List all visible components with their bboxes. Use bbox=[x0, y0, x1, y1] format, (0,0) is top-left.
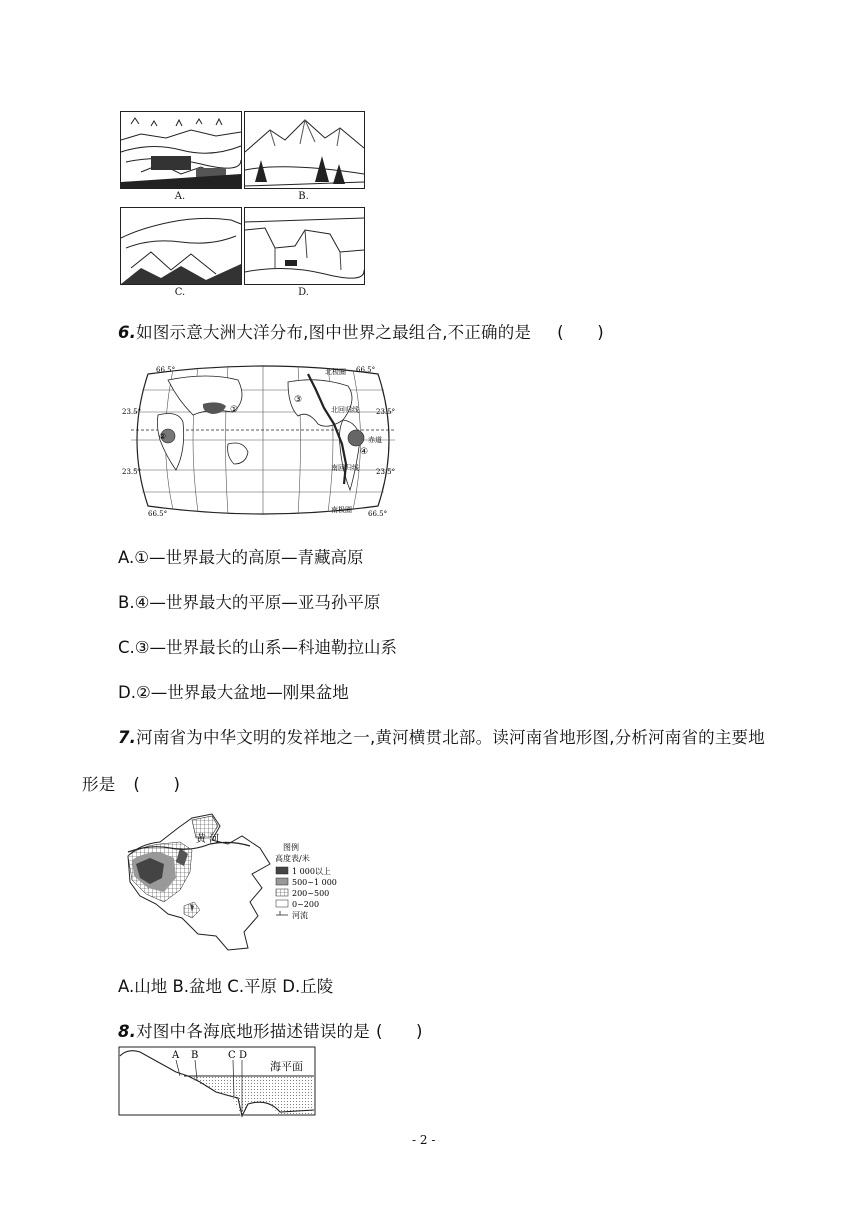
q6-option-b[interactable]: B.④—世界最大的平原—亚马孙平原 bbox=[118, 593, 381, 612]
lat-235-s-left: 23.5° bbox=[122, 468, 142, 476]
question-text: 河南省为中华文明的发祥地之一,黄河横贯北部。读河南省地形图,分析河南省的主要地 bbox=[136, 728, 765, 747]
tropic-cancer-label: 北回归线 bbox=[331, 406, 359, 414]
lat-665-s-right: 66.5° bbox=[368, 510, 388, 518]
label-b: B bbox=[191, 1050, 199, 1061]
question-number: 8. bbox=[118, 1022, 137, 1041]
sea-level-label: 海平面 bbox=[270, 1060, 303, 1073]
river-label: 黄 河 bbox=[196, 834, 220, 845]
legend-title: 图例 bbox=[283, 843, 299, 852]
legend-item-2: 500~1 000 bbox=[292, 878, 337, 887]
antarctic-circle-label: 南极圈 bbox=[331, 506, 352, 514]
world-map bbox=[122, 360, 398, 520]
arctic-circle-label: 北极圈 bbox=[325, 368, 346, 376]
lat-235-s-right: 23.5° bbox=[376, 468, 396, 476]
tropic-capricorn-label: 南回归线 bbox=[331, 464, 359, 472]
caption-c: C. bbox=[174, 287, 186, 298]
lat-665-n-right: 66.5° bbox=[356, 366, 376, 374]
question-number: 7. bbox=[118, 728, 137, 747]
equator-label: 赤道 bbox=[368, 436, 382, 444]
q7-options[interactable]: A.山地 B.盆地 C.平原 D.丘陵 bbox=[118, 977, 334, 996]
lat-665-s-left: 66.5° bbox=[148, 510, 168, 518]
answer-paren: ( ) bbox=[375, 1022, 423, 1041]
lat-235-n-right: 23.5° bbox=[376, 408, 396, 416]
question-number: 6. bbox=[118, 323, 137, 342]
legend-item-3: 200~500 bbox=[292, 889, 330, 898]
q6-option-a[interactable]: A.①—世界最大的高原—青藏高原 bbox=[118, 548, 364, 567]
label-c: C bbox=[228, 1050, 236, 1061]
answer-paren: ( ) bbox=[133, 775, 181, 794]
landscape-b-image bbox=[244, 111, 365, 189]
caption-d: D. bbox=[298, 287, 309, 298]
lat-665-n-left: 66.5° bbox=[156, 366, 176, 374]
page-number: - 2 - bbox=[412, 1133, 436, 1147]
question-7-line2 bbox=[82, 771, 180, 795]
question-text-cont: 形是 bbox=[82, 775, 116, 794]
caption-b: B. bbox=[298, 191, 309, 202]
legend-item-5: 河流 bbox=[292, 911, 308, 920]
marker-4: ④ bbox=[360, 447, 369, 457]
map-legend bbox=[275, 842, 337, 920]
question-6 bbox=[118, 319, 604, 343]
landscape-a-image bbox=[120, 111, 242, 189]
answer-paren: ( ) bbox=[557, 323, 604, 342]
marker-2: ② bbox=[159, 432, 167, 441]
legend-item-4: 0~200 bbox=[292, 900, 320, 909]
caption-a: A. bbox=[174, 191, 186, 202]
henan-map bbox=[120, 808, 360, 958]
q6-option-c[interactable]: C.③—世界最长的山系—科迪勒拉山系 bbox=[118, 638, 398, 657]
landscape-d-image bbox=[244, 207, 365, 285]
question-7 bbox=[118, 724, 765, 748]
legend-subtitle: 高度表/米 bbox=[275, 854, 310, 863]
question-text: 如图示意大洲大洋分布,图中世界之最组合,不正确的是 bbox=[136, 323, 532, 342]
seafloor-profile bbox=[118, 1046, 318, 1118]
label-a: A bbox=[172, 1050, 180, 1061]
marker-3: ③ bbox=[294, 395, 303, 405]
marker-1: ① bbox=[230, 405, 239, 415]
landscape-c-image bbox=[120, 207, 242, 285]
label-d: D bbox=[239, 1050, 248, 1061]
lat-235-n-left: 23.5° bbox=[122, 408, 142, 416]
q6-option-d[interactable]: D.②—世界最大盆地—刚果盆地 bbox=[118, 683, 349, 702]
question-8 bbox=[118, 1018, 423, 1042]
question-text: 对图中各海底地形描述错误的是 bbox=[136, 1022, 370, 1041]
legend-item-1: 1 000以上 bbox=[292, 867, 331, 876]
